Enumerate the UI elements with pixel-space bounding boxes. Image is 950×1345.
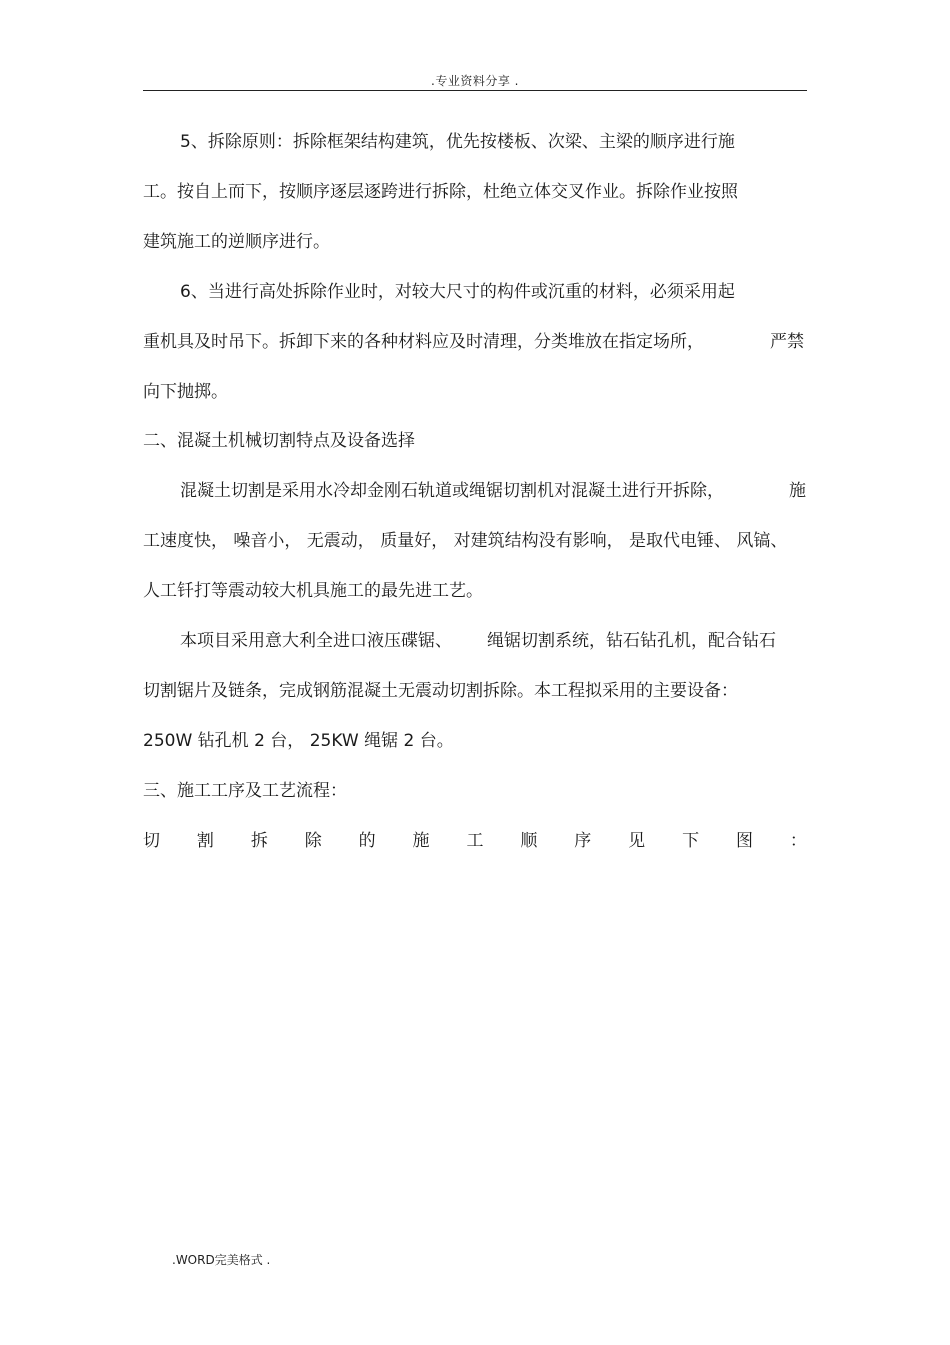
process-intro-char: 序 xyxy=(574,831,592,851)
paragraph-8-line-3: 250W 钻孔机 2 台， 25KW 绳锯 2 台。 xyxy=(143,731,454,751)
process-intro-char: 拆 xyxy=(250,831,268,851)
paragraph-5-line-3: 建筑施工的逆顺序进行。 xyxy=(143,232,330,252)
section-2-heading: 二、混凝土机械切割特点及设备选择 xyxy=(143,431,415,451)
paragraph-7-line-3: 人工钎打等震动较大机具施工的最先进工艺。 xyxy=(143,581,483,601)
paragraph-8-line-2: 切割锯片及链条，完成钢筋混凝土无震动切割拆除。本工程拟采用的主要设备： xyxy=(143,681,738,701)
process-intro-char: 见 xyxy=(628,831,646,851)
section-3-heading: 三、施工工序及工艺流程： xyxy=(143,781,347,801)
process-intro-char: 施 xyxy=(412,831,430,851)
process-intro-char: 切 xyxy=(143,831,160,851)
process-intro-line xyxy=(143,830,807,852)
header-rule xyxy=(143,90,807,91)
process-intro-char: 图 xyxy=(735,831,753,851)
paragraph-8-line-1-end: 绳锯切割系统，钻石钻孔机，配合钻石 xyxy=(487,631,776,651)
paragraph-7-line-1-end: 施 xyxy=(789,481,806,501)
process-intro-char: 工 xyxy=(466,831,484,851)
paragraph-5-line-2: 工。按自上而下，按顺序逐层逐跨进行拆除，杜绝立体交叉作业。拆除作业按照 xyxy=(143,182,738,202)
paragraph-6-line-2: 重机具及时吊下。拆卸下来的各种材料应及时清理，分类堆放在指定场所， xyxy=(143,332,704,352)
paragraph-6-line-3: 向下抛掷。 xyxy=(143,382,228,402)
process-intro-char: 顺 xyxy=(520,831,538,851)
process-intro-char: 的 xyxy=(358,831,376,851)
paragraph-5-line-1: 5、拆除原则：拆除框架结构建筑，优先按楼板、次梁、主梁的顺序进行施 xyxy=(180,132,735,152)
paragraph-6-line-2-end: 严禁 xyxy=(770,332,804,352)
process-intro-char: ： xyxy=(789,831,807,851)
paragraph-7-line-2: 工速度快， 噪音小， 无震动， 质量好， 对建筑结构没有影响， 是取代电锤、 风镐、 xyxy=(143,531,788,551)
process-intro-char: 割 xyxy=(196,831,214,851)
process-intro-char: 下 xyxy=(682,831,700,851)
paragraph-6-line-1: 6、当进行高处拆除作业时，对较大尺寸的构件或沉重的材料，必须采用起 xyxy=(180,282,735,302)
page-header: .专业资料分享 . xyxy=(431,74,519,88)
paragraph-7-line-1: 混凝土切割是采用水冷却金刚石轨道或绳锯切割机对混凝土进行开拆除， xyxy=(180,481,724,501)
paragraph-8-line-1: 本项目采用意大利全进口液压碟锯、 xyxy=(180,631,452,651)
process-intro-char: 除 xyxy=(304,831,322,851)
page-footer: .WORD完美格式 . xyxy=(172,1253,271,1267)
